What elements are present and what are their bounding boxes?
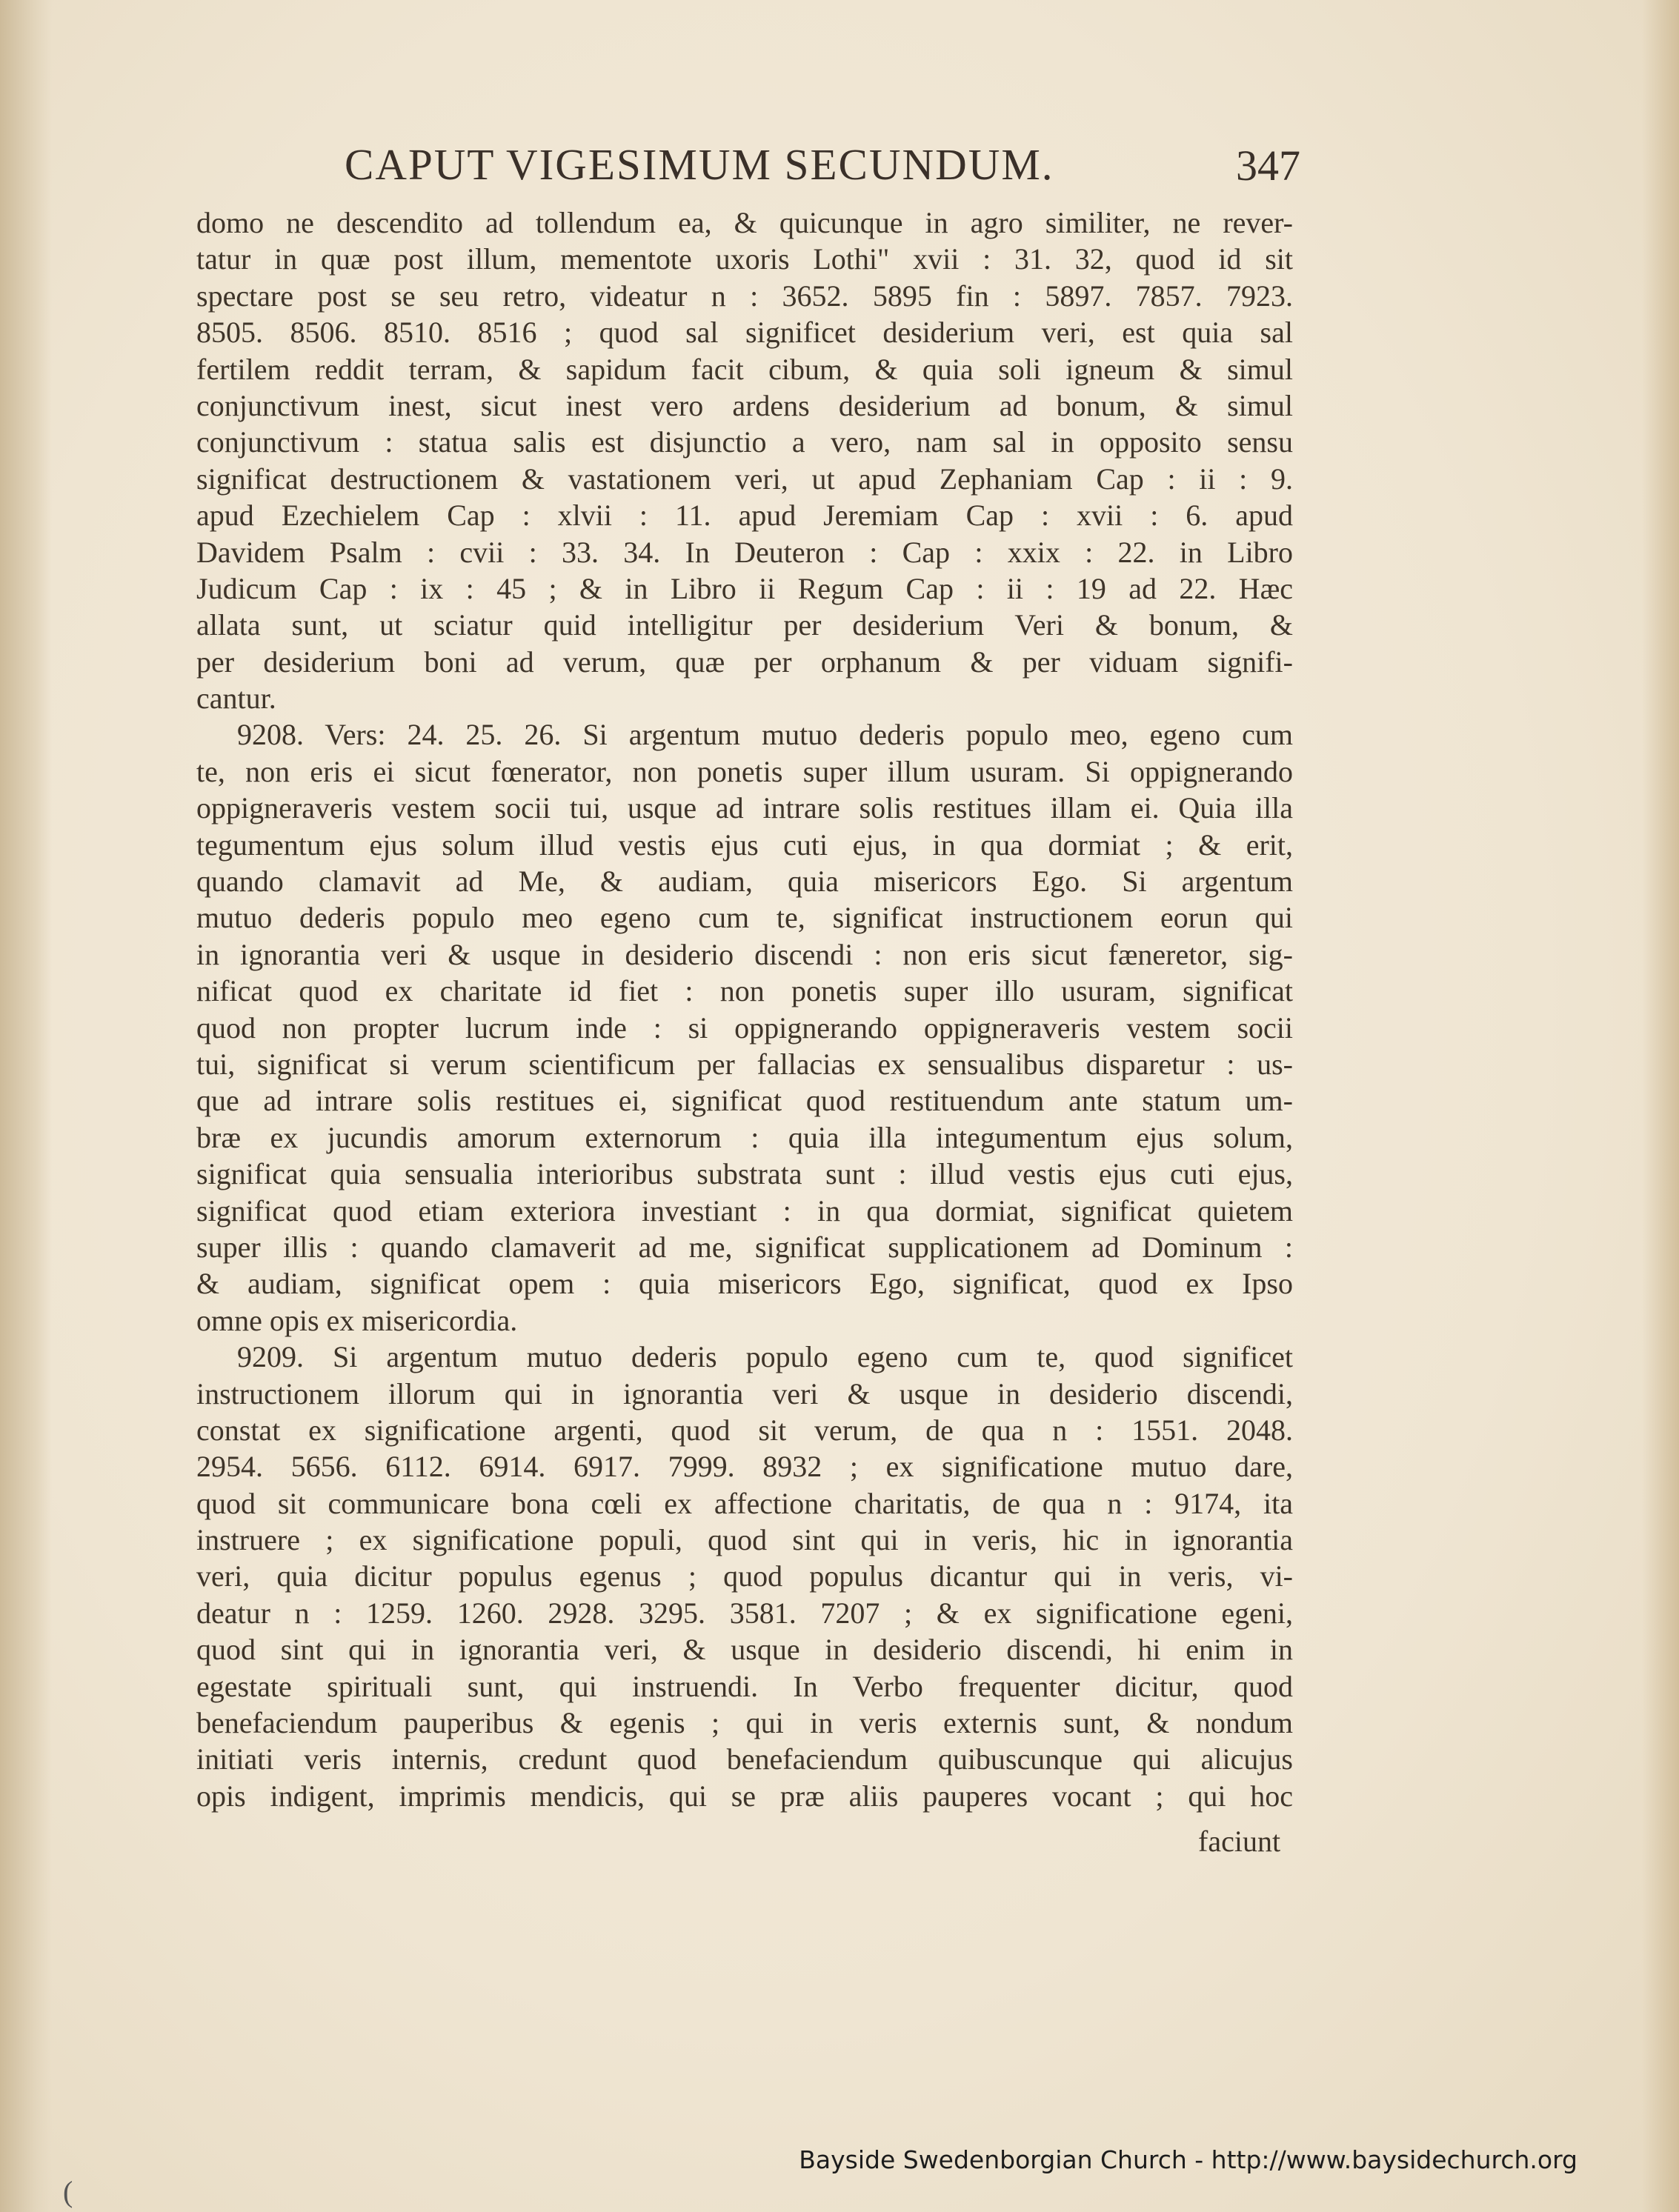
text-line: Judicum Cap : ix : 45 ; & in Libro ii Regum Cap : ii : 19 ad 22. Hæc xyxy=(196,571,1293,605)
text-line: egestate spirituali sunt, qui instruendi. In Verbo frequenter dicitur, quod xyxy=(196,1669,1293,1703)
text-line: quod non propter lucrum inde : si oppignerando oppigneraveris vestem socii xyxy=(196,1010,1293,1045)
text-line: que ad intrare solis restitues ei, significat quod restituendum ante statum um- xyxy=(196,1084,1293,1118)
text-line: te, non eris ei sicut fœnerator, non ponetis super illum usuram. Si oppignerando xyxy=(196,754,1293,788)
text-line: instructionem illorum qui in ignorantia veri & usque in desiderio discendi, xyxy=(196,1376,1293,1410)
text-line: super illis : quando clamaverit ad me, significat supplicationem ad Dominum : xyxy=(196,1230,1293,1264)
text-line: significat quod etiam exteriora investiant : in qua dormiat, significat quietem xyxy=(196,1193,1293,1227)
text-line: conjunctivum inest, sicut inest vero ardens desiderium ad bonum, & simul xyxy=(196,388,1293,422)
text-line: quod sint qui in ignorantia veri, & usque in desiderio discendi, hi enim in xyxy=(196,1633,1293,1667)
catchword: faciunt xyxy=(1198,1825,1281,1858)
text-line: domo ne descendito ad tollendum ea, & quicunque in agro similiter, ne rever- xyxy=(196,206,1293,239)
text-line: instruere ; ex significatione populi, quod sint qui in veris, hic in ignorantia xyxy=(196,1523,1293,1557)
text-line: & audiam, significat opem : quia misericors Ego, significat, quod ex Ipso xyxy=(196,1267,1293,1301)
paragraph-9208 xyxy=(196,716,1293,1339)
text-line: initiati veris internis, credunt quod benefaciendum quibuscunque qui alicujus xyxy=(196,1742,1293,1776)
text-line: 9208. Vers: 24. 25. 26. Si argentum mutuo dederis populo meo, egeno cum xyxy=(237,718,1293,752)
text-line: significat destructionem & vastationem veri, ut apud Zephaniam Cap : ii : 9. xyxy=(196,462,1293,496)
text-line: constat ex significatione argenti, quod sit verum, de qua n : 1551. 2048. xyxy=(196,1413,1293,1447)
text-line: benefaciendum pauperibus & egenis ; qui in veris externis sunt, & nondum xyxy=(196,1706,1293,1740)
text-line: in ignorantia veri & usque in desiderio discendi : non eris sicut fæneretor, sig- xyxy=(196,937,1293,971)
text-line: opis indigent, imprimis mendicis, qui se præ aliis pauperes vocant ; qui hoc xyxy=(196,1779,1293,1813)
text-line: oppigneraveris vestem socii tui, usque ad intrare solis restitues illam ei. Quia illa xyxy=(196,791,1293,825)
paragraph-continued xyxy=(196,204,1293,716)
text-line: per desiderium boni ad verum, quæ per orphanum & per viduam signifi- xyxy=(196,644,1293,679)
text-line: significat quia sensualia interioribus substrata sunt : illud vestis ejus cuti ejus, xyxy=(196,1157,1293,1191)
page-number: 347 xyxy=(1236,141,1300,190)
text-line: 8505. 8506. 8510. 8516 ; quod sal significet desiderium veri, est quia sal xyxy=(196,316,1293,350)
text-line: bræ ex jucundis amorum externorum : quia illa integumentum ejus solum, xyxy=(196,1120,1293,1154)
text-line: 2954. 5656. 6112. 6914. 6917. 7999. 8932 ; ex significatione mutuo dare, xyxy=(196,1450,1293,1484)
book-spine-shadow xyxy=(0,0,52,2212)
margin-mark: ( xyxy=(63,2175,73,2208)
text-line: omne opis ex misericordia. xyxy=(196,1303,518,1337)
text-line: Davidem Psalm : cvii : 33. 34. In Deuteron : Cap : xxix : 22. in Libro xyxy=(196,535,1293,569)
text-line: cantur. xyxy=(196,682,276,716)
text-line: apud Ezechielem Cap : xlvii : 11. apud Jeremiam Cap : xvii : 6. apud xyxy=(196,499,1293,533)
paragraph-9209 xyxy=(196,1339,1293,1814)
text-line: fertilem reddit terram, & sapidum facit cibum, & quia soli igneum & simul xyxy=(196,352,1293,386)
page-edge-shadow xyxy=(1642,0,1679,2212)
text-line: 9209. Si argentum mutuo dederis populo egeno cum te, quod significet xyxy=(237,1340,1293,1374)
text-line: conjunctivum : statua salis est disjunctio a vero, nam sal in opposito sensu xyxy=(196,425,1293,459)
text-line: veri, quia dicitur populus egenus ; quod populus dicantur qui in veris, vi- xyxy=(196,1559,1293,1593)
running-header xyxy=(345,133,1300,200)
text-line: tegumentum ejus solum illud vestis ejus cuti ejus, in qua dormiat ; & erit, xyxy=(196,827,1293,862)
text-line: deatur n : 1259. 1260. 2928. 3295. 3581. 7207 ; & ex significatione egeni, xyxy=(196,1596,1293,1630)
text-line: nificat quod ex charitate id fiet : non ponetis super illo usuram, significat xyxy=(196,974,1293,1008)
text-line: allata sunt, ut sciatur quid intelligitur per desiderium Veri & bonum, & xyxy=(196,608,1293,642)
text-line: mutuo dederis populo meo egeno cum te, significat instructionem eorun qui xyxy=(196,901,1293,935)
body-text xyxy=(196,204,1293,1814)
running-title: CAPUT VIGESIMUM SECUNDUM. xyxy=(345,140,1054,189)
text-line: tatur in quæ post illum, mementote uxoris Lothi" xvii : 31. 32, quod id sit xyxy=(196,242,1293,276)
footer-credit: Bayside Swedenborgian Church - http://www.baysidechurch.org xyxy=(799,2145,1577,2174)
text-line: spectare post se seu retro, videatur n : 3652. 5895 fin : 5897. 7857. 7923. xyxy=(196,279,1293,313)
text-line: quod sit communicare bona cœli ex affectione charitatis, de qua n : 9174, ita xyxy=(196,1486,1293,1520)
text-line: tui, significat si verum scientificum per fallacias ex sensualibus disparetur : us- xyxy=(196,1047,1293,1081)
text-line: quando clamavit ad Me, & audiam, quia misericors Ego. Si argentum xyxy=(196,865,1293,899)
